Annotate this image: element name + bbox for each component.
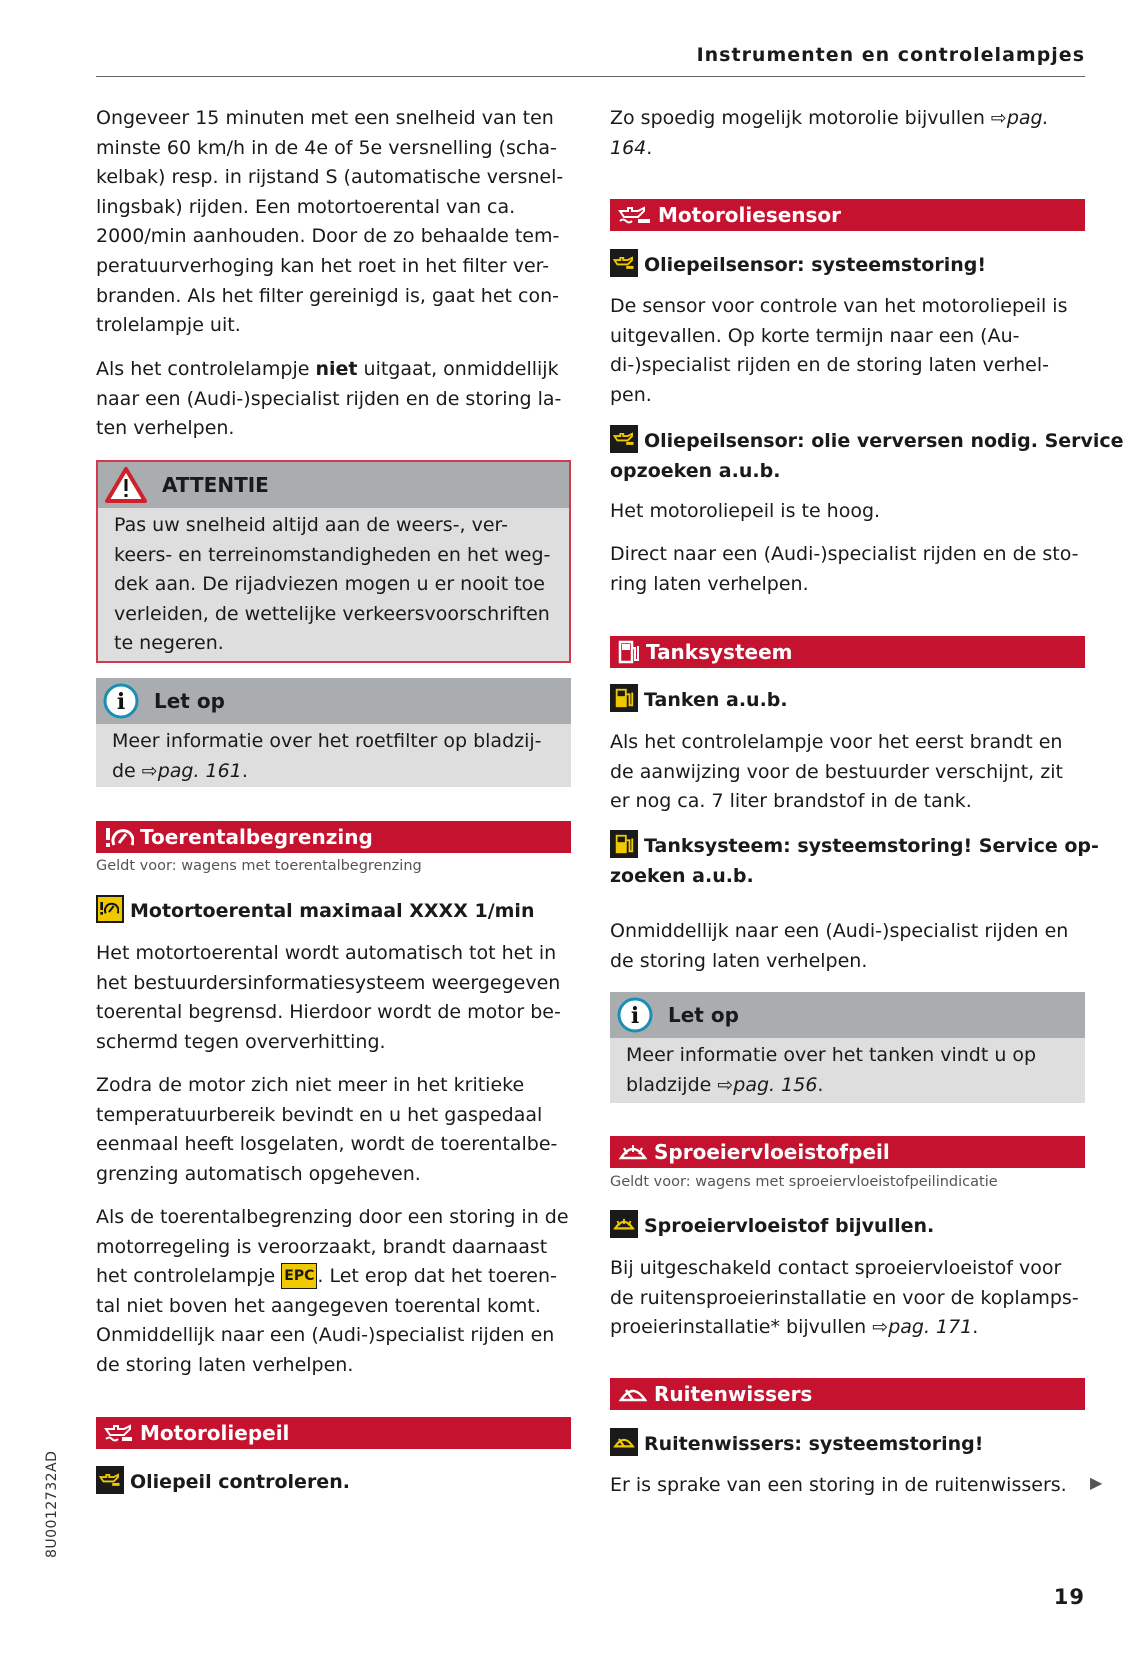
paragraph <box>96 1203 571 1381</box>
oil-sensor-lamp-icon <box>610 249 638 277</box>
warning-heading <box>610 425 1124 486</box>
attentie-body: Pas uw snelheid altijd aan de weers-, ver- keers- en terreinomstandigheden en het weg- dek aan. De rijadviezen mogen u er nooit toe verleiden, de wettelijke verkeersvoorschriften te negeren. <box>114 514 551 655</box>
warning-heading <box>96 1466 571 1498</box>
section-header-sproeiervloeistofpeil <box>610 1136 1085 1168</box>
page-ref-arrow-icon: ⇨ <box>717 1073 734 1096</box>
paragraph <box>610 104 1085 163</box>
section-title: Motoroliesensor <box>658 203 842 227</box>
page-link[interactable]: pag. 156 <box>733 1073 818 1096</box>
text: Zo spoedig mogelijk motorolie bijvullen <box>610 107 991 129</box>
text: . <box>241 759 248 782</box>
warning-text: Oliepeil controleren. <box>130 1471 350 1493</box>
note-box <box>96 678 571 787</box>
warning-heading <box>610 1210 1085 1242</box>
note-body <box>610 1038 1085 1100</box>
paragraph <box>96 355 571 444</box>
paragraph: De sensor voor controle van het motoroliepeil is uitgevallen. Op korte termijn naar een (Au- di-)specialist rijden en de storing laten verhel- pen. <box>610 295 1068 406</box>
paragraph: Het motoroliepeil is te hoog. <box>610 500 881 522</box>
section-title: Sproeiervloeistofpeil <box>654 1140 890 1164</box>
section-header-ruitenwissers <box>610 1378 1085 1410</box>
page-link[interactable]: pag. 164 <box>610 107 1049 159</box>
info-icon <box>616 996 654 1034</box>
section-title: Ruitenwissers <box>654 1382 813 1406</box>
note-body <box>96 724 571 786</box>
page-link[interactable]: pag. 171 <box>888 1316 973 1339</box>
header-divider <box>96 76 1085 77</box>
oil-can-icon <box>104 1423 134 1443</box>
paragraph: Er is sprake van een storing in de ruitenwissers. <box>610 1474 1067 1496</box>
text: uitgaat, onmiddellijk naar een (Audi-)specialist rijden en de storing la- ten verhelpen. <box>96 358 562 440</box>
warning-heading <box>610 830 1099 891</box>
text: Bij uitgeschakeld contact sproeiervloeistof voor de ruitensproeierinstallatie en voor de koplamps- proeierinstallatie* bijvullen <box>610 1257 1079 1339</box>
page-ref-arrow-icon: ⇨ <box>872 1316 889 1339</box>
running-header-title: Instrumenten en controlelampjes <box>696 44 1085 66</box>
section-header-motoroliesensor <box>610 199 1085 231</box>
paragraph: Het motortoerental wordt automatisch tot het in het bestuurdersinformatiesysteem weergegeven toerental begrensd. Hierdoor wordt de motor be- schermd tegen oververhitting. <box>96 942 561 1053</box>
text: Meer informatie over het roetfilter op bladzij- de <box>112 730 542 782</box>
page-number: 19 <box>1053 1585 1085 1609</box>
warning-heading <box>610 684 1085 716</box>
text: . Let erop dat het toeren- tal niet boven het aangegeven toerental komt. Onmiddellijk naar een (Audi-)specialist rijden en de storing laten verhelpen. <box>96 1265 557 1376</box>
warning-heading <box>610 249 1085 281</box>
paragraph: Direct naar een (Audi-)specialist rijden en de sto- ring laten verhelpen. <box>610 543 1079 595</box>
svg-text:i: i <box>630 1003 640 1029</box>
text: . <box>972 1316 979 1339</box>
text: Als de toerentalbegrenzing door een storing in de motorregeling is veroorzaakt, brandt daarnaast het controlelampje <box>96 1206 569 1288</box>
paragraph: Zodra de motor zich niet meer in het kritieke temperatuurbereik bevindt en u het gaspedaal eenmaal heeft losgelaten, wordt de toerentalbe- grenzing automatisch opgeheven. <box>96 1074 558 1185</box>
section-title: Toerentalbegrenzing <box>140 825 373 849</box>
oil-lamp-icon <box>96 1466 124 1494</box>
wiper-lamp-icon <box>610 1428 638 1456</box>
text: . <box>646 136 653 159</box>
note-title: Let op <box>154 689 225 713</box>
attentie-header <box>98 462 569 508</box>
paragraph: Onmiddellijk naar een (Audi-)specialist rijden en de storing laten verhelpen. <box>610 920 1069 972</box>
note-header <box>610 992 1085 1038</box>
oil-sensor-icon <box>618 205 652 225</box>
warning-text: Sproeiervloeistof bijvullen. <box>644 1215 935 1237</box>
page-ref-arrow-icon: ⇨ <box>141 759 158 782</box>
text: . <box>817 1073 824 1096</box>
document-code: 8U0012732AD <box>44 1450 60 1558</box>
continue-arrow-icon: ▶ <box>1090 1473 1103 1492</box>
section-title: Motoroliepeil <box>140 1421 290 1445</box>
fuel-pump-icon <box>618 640 640 664</box>
paragraph <box>610 1254 1085 1343</box>
page-ref-arrow-icon: ⇨ <box>990 107 1007 129</box>
svg-text:i: i <box>116 689 126 715</box>
rpm-limit-lamp-icon <box>96 895 124 923</box>
section-header-motoroliepeil <box>96 1417 571 1449</box>
oil-sensor-lamp-icon <box>610 425 638 453</box>
applies-to-note: Geldt voor: wagens met toerentalbegrenzing <box>96 858 422 874</box>
rpm-limit-icon <box>104 825 134 849</box>
warning-text: Oliepeilsensor: olie verversen nodig. Service opzoeken a.u.b. <box>610 430 1124 482</box>
emphasis: niet <box>315 358 358 380</box>
attentie-title: ATTENTIE <box>162 473 269 497</box>
info-icon <box>102 682 140 720</box>
note-header <box>96 678 571 724</box>
warning-heading <box>610 1428 1085 1460</box>
section-title: Tanksysteem <box>646 640 793 664</box>
epc-lamp-icon: EPC <box>281 1263 317 1289</box>
washer-fluid-icon <box>618 1142 648 1162</box>
warning-text: Tanksysteem: systeemstoring! Service op- zoeken a.u.b. <box>610 835 1099 887</box>
section-header-toerentalbegrenzing <box>96 821 571 853</box>
warning-text: Oliepeilsensor: systeemstoring! <box>644 254 987 276</box>
paragraph: Als het controlelampje voor het eerst brandt en de aanwijzing voor de bestuurder verschijnt, zit er nog ca. 7 liter brandstof in de tank. <box>610 731 1063 813</box>
warning-heading <box>96 895 571 927</box>
warning-triangle-icon <box>104 466 148 504</box>
fuel-lamp-icon <box>610 684 638 712</box>
applies-to-note: Geldt voor: wagens met sproeiervloeistofpeilindicatie <box>610 1174 998 1190</box>
note-box <box>610 992 1085 1103</box>
fuel-lamp-icon <box>610 830 638 858</box>
page-link[interactable]: pag. 161 <box>157 759 242 782</box>
wiper-icon <box>618 1384 648 1404</box>
attentie-box <box>96 460 571 663</box>
text: Als het controlelampje <box>96 358 316 380</box>
warning-text: Motortoerental maximaal XXXX 1/min <box>130 900 535 922</box>
text: Meer informatie over het tanken vindt u op bladzijde <box>626 1044 1037 1096</box>
warning-text: Ruitenwissers: systeemstoring! <box>644 1433 984 1455</box>
washer-fluid-lamp-icon <box>610 1210 638 1238</box>
note-title: Let op <box>668 1003 739 1027</box>
paragraph: Ongeveer 15 minuten met een snelheid van ten minste 60 km/h in de 4e of 5e versnelling (scha- kelbak) resp. in rijstand S (automatische versnel- lingsbak) rijden. Een motortoerental van ca. 2000/min aanhouden. Door de zo behaalde tem- peratuurverhoging kan het roet in het filter ver- branden. Als het filter gereinigd is, gaat het con- trolelampje uit. <box>96 107 564 337</box>
warning-text: Tanken a.u.b. <box>644 689 788 711</box>
section-header-tanksysteem <box>610 636 1085 668</box>
